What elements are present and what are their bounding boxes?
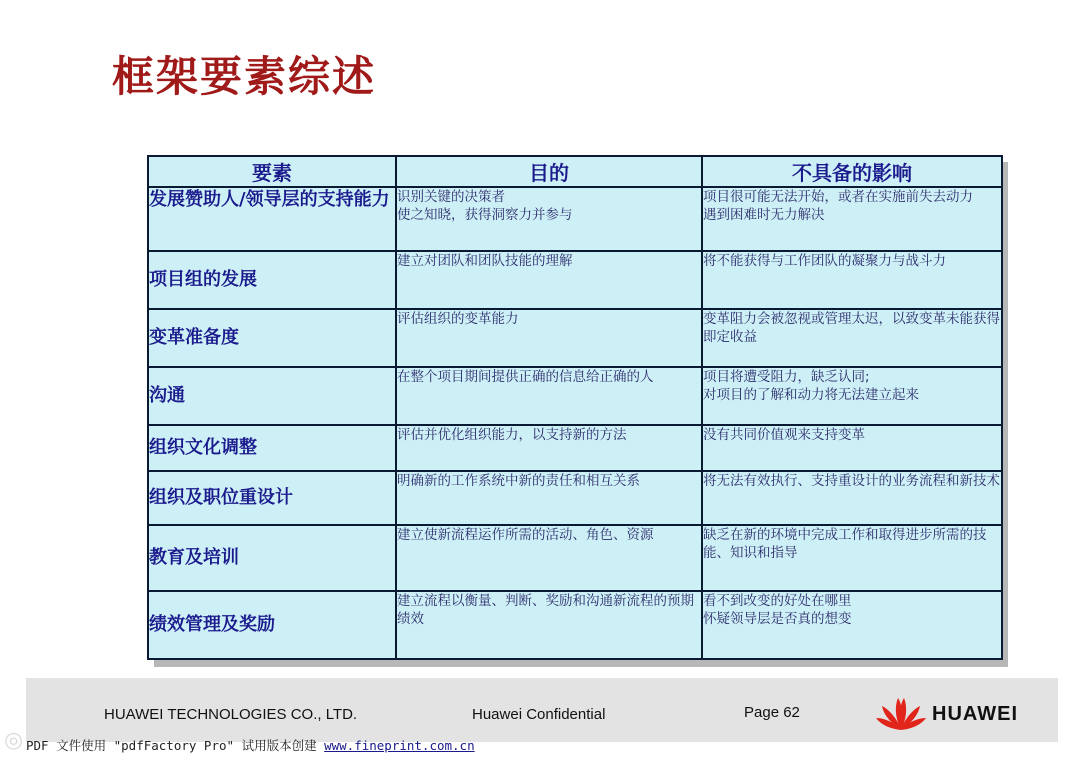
table-row [148,525,1002,591]
table-row [148,251,1002,309]
row-purpose: 评估组织的变革能力 [396,309,702,367]
footer-confidential: Huawei Confidential [472,706,606,723]
framework-table [147,155,1003,660]
row-impact: 项目很可能无法开始，或者在实施前失去动力 遇到困难时无力解决 [702,187,1002,251]
table-row [148,367,1002,425]
row-impact: 看不到改变的好处在哪里 怀疑领导层是否真的想变 [702,591,1002,659]
footer-page-number: Page 62 [744,704,800,721]
table-header-row [148,156,1002,187]
pdf-creator-note [26,736,475,754]
row-purpose: 识别关键的决策者 使之知晓，获得洞察力并参与 [396,187,702,251]
table-row [148,591,1002,659]
header-purpose: 目的 [396,156,702,187]
footer-company: HUAWEI TECHNOLOGIES CO., LTD. [104,706,358,723]
header-element: 要素 [148,156,396,187]
row-purpose: 评估并优化组织能力，以支持新的方法 [396,425,702,471]
row-purpose: 在整个项目期间提供正确的信息给正确的人 [396,367,702,425]
page-title: 框架要素综述 [112,52,377,101]
row-element: 组织及职位重设计 [148,471,396,525]
row-impact: 将无法有效执行、支持重设计的业务流程和新技术 [702,471,1002,525]
table-row [148,471,1002,525]
table-row [148,187,1002,251]
row-element: 组织文化调整 [148,425,396,471]
row-element: 发展赞助人/领导层的支持能力 [148,187,396,251]
table-row [148,425,1002,471]
logo-wordmark: HUAWEI [932,703,1018,725]
row-purpose: 建立流程以衡量、判断、奖励和沟通新流程的预期绩效 [396,591,702,659]
huawei-logo [874,694,1054,734]
row-impact: 没有共同价值观来支持变革 [702,425,1002,471]
row-impact: 缺乏在新的环境中完成工作和取得进步所需的技能、知识和指导 [702,525,1002,591]
framework-table-container [147,155,1001,660]
row-impact: 项目将遭受阻力，缺乏认同; 对项目的了解和动力将无法建立起来 [702,367,1002,425]
row-element: 沟通 [148,367,396,425]
slide-footer [26,678,1058,742]
row-element: 绩效管理及奖励 [148,591,396,659]
table-row [148,309,1002,367]
pdf-note-link[interactable]: www.fineprint.com.cn [324,738,475,753]
row-purpose: 建立使新流程运作所需的活动、角色、资源 [396,525,702,591]
row-element: 教育及培训 [148,525,396,591]
row-purpose: 明确新的工作系统中新的责任和相互关系 [396,471,702,525]
row-impact: 变革阻力会被忽视或管理太迟，以致变革未能获得即定收益 [702,309,1002,367]
watermark-icon: ◎ [4,728,24,753]
pdf-note-text: PDF 文件使用 "pdfFactory Pro" 试用版本创建 [26,738,325,753]
row-element: 项目组的发展 [148,251,396,309]
row-purpose: 建立对团队和团队技能的理解 [396,251,702,309]
row-element: 变革准备度 [148,309,396,367]
row-impact: 将不能获得与工作团队的凝聚力与战斗力 [702,251,1002,309]
huawei-petal-icon [874,694,928,732]
header-impact: 不具备的影响 [702,156,1002,187]
